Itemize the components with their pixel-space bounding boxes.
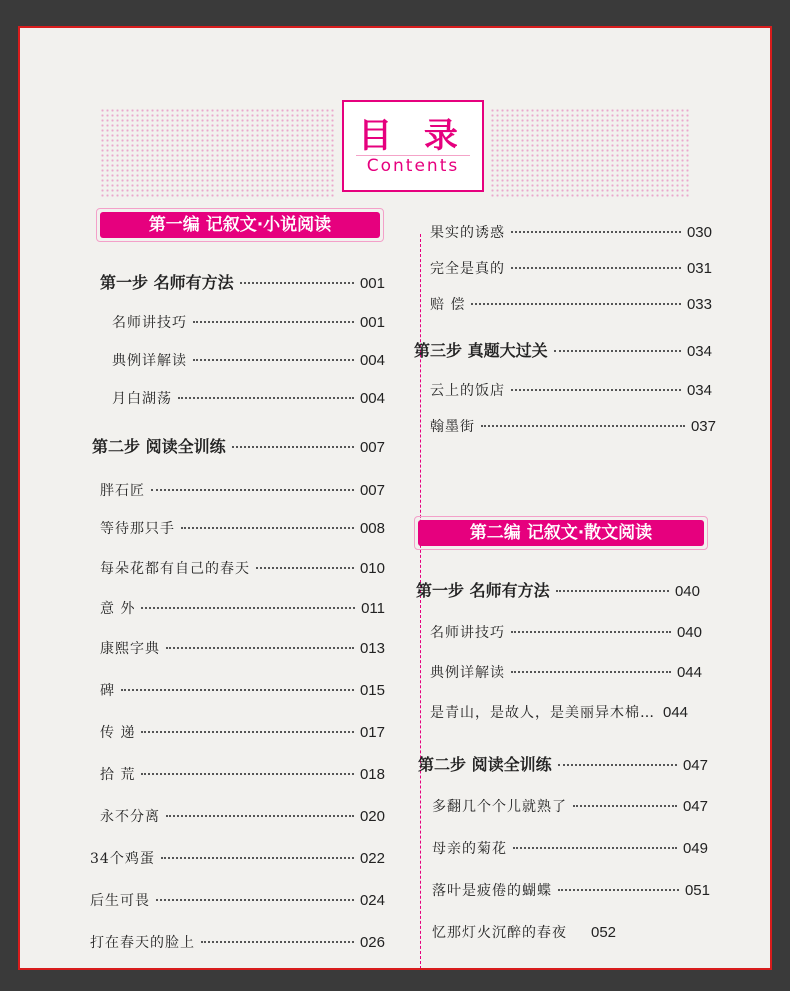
entry-page: 026: [359, 934, 385, 951]
entry-page: 049: [682, 840, 708, 857]
entry-page: 022: [359, 850, 385, 867]
toc-entry[interactable]: [416, 578, 700, 601]
entry-page: 013: [359, 640, 385, 657]
entry-title: 第二步 阅读全训练: [92, 437, 226, 456]
entry-title: 等待那只手: [100, 521, 175, 537]
toc-entry[interactable]: [92, 434, 385, 457]
entry-title: 每朵花都有自己的春天: [100, 561, 250, 577]
entry-page: 047: [682, 798, 708, 815]
toc-entry[interactable]: [90, 932, 385, 952]
entry-title: 典例详解读: [112, 353, 187, 369]
toc-entry[interactable]: [90, 890, 385, 910]
contents-title-en: Contents: [356, 155, 470, 176]
toc-entry[interactable]: [100, 764, 385, 784]
toc-entry[interactable]: [432, 796, 708, 816]
entry-page: 040: [674, 583, 700, 600]
page-frame: [18, 26, 772, 970]
entry-page: 010: [359, 560, 385, 577]
entry-title: 永不分离: [100, 809, 160, 825]
entry-title: 胖石匠: [100, 483, 145, 499]
toc-entry[interactable]: [430, 622, 702, 642]
entry-page: 004: [359, 390, 385, 407]
toc-entry[interactable]: [432, 922, 712, 942]
toc-entry[interactable]: [100, 806, 385, 826]
entry-page: 011: [361, 600, 385, 617]
toc-entry[interactable]: [100, 598, 385, 618]
entry-title: 康熙字典: [100, 641, 160, 657]
entry-title: 落叶是疲倦的蝴蝶: [432, 883, 552, 899]
entry-page: 044: [663, 704, 689, 721]
entry-page: 037: [690, 418, 716, 435]
entry-page: 004: [359, 352, 385, 369]
toc-entry[interactable]: [430, 380, 712, 400]
entry-title: 多翻几个个儿就熟了: [432, 799, 567, 815]
entry-title: 第三步 真题大过关: [414, 341, 548, 360]
contents-title-cn: 目 录: [358, 116, 468, 156]
entry-page: 033: [686, 296, 712, 313]
entry-page: 047: [682, 757, 708, 774]
toc-entry[interactable]: [430, 294, 712, 314]
entry-title: 完全是真的: [430, 261, 505, 277]
toc-entry[interactable]: [100, 558, 385, 578]
contents-header: [342, 100, 484, 192]
toc-entry[interactable]: [100, 518, 385, 538]
toc-entry[interactable]: [418, 752, 708, 775]
dot-pattern-left: [100, 108, 335, 198]
toc-entry[interactable]: [90, 848, 385, 868]
entry-page: 051: [684, 882, 710, 899]
toc-entry[interactable]: [430, 702, 706, 722]
toc-entry[interactable]: [430, 222, 712, 242]
entry-title: 碑: [100, 683, 115, 699]
entry-title: 意 外: [100, 601, 136, 617]
entry-title: 第一步 名师有方法: [416, 581, 550, 600]
entry-title: 忆那灯火沉醉的春夜: [432, 925, 567, 941]
entry-title: 母亲的菊花: [432, 841, 507, 857]
toc-entry[interactable]: [430, 258, 712, 278]
entry-page: 024: [359, 892, 385, 909]
entry-title: 名师讲技巧: [430, 625, 505, 641]
toc-entry[interactable]: [112, 312, 385, 332]
entry-page: 001: [359, 275, 385, 292]
entry-title: 拾 荒: [100, 767, 136, 783]
entry-title: 第二步 阅读全训练: [418, 755, 552, 774]
toc-entry[interactable]: [432, 838, 708, 858]
part2-banner: 第二编 记叙文·散文阅读: [418, 520, 704, 546]
entry-page: 007: [359, 439, 385, 456]
entry-title: 打在春天的脸上: [90, 935, 195, 951]
entry-page: 020: [359, 808, 385, 825]
entry-title: 是青山，是故人，是美丽异木棉…: [430, 705, 655, 721]
entry-page: 040: [676, 624, 702, 641]
toc-entry[interactable]: [112, 350, 385, 370]
toc-entry[interactable]: [430, 662, 702, 682]
toc-entry[interactable]: [414, 338, 712, 361]
entry-page: 044: [676, 664, 702, 681]
toc-entry[interactable]: [100, 680, 385, 700]
entry-page: 030: [686, 224, 712, 241]
entry-page: 034: [686, 343, 712, 360]
toc-entry[interactable]: [100, 480, 385, 500]
entry-page: 007: [359, 482, 385, 499]
toc-entry[interactable]: [100, 722, 385, 742]
entry-title: 翰墨街: [430, 419, 475, 435]
entry-page: 015: [359, 682, 385, 699]
entry-page: 017: [359, 724, 385, 741]
toc-entry[interactable]: [112, 388, 385, 408]
dot-pattern-right: [490, 108, 690, 198]
entry-title: 传 递: [100, 725, 136, 741]
entry-title: 34个鸡蛋: [90, 851, 155, 867]
entry-title: 赔 偿: [430, 297, 466, 313]
entry-title: 第一步 名师有方法: [100, 273, 234, 292]
entry-title: 典例详解读: [430, 665, 505, 681]
entry-title: 名师讲技巧: [112, 315, 187, 331]
entry-page: 001: [359, 314, 385, 331]
entry-page: 052: [591, 924, 617, 941]
part1-banner: 第一编 记叙文·小说阅读: [100, 212, 380, 238]
entry-page: 018: [359, 766, 385, 783]
entry-page: 034: [686, 382, 712, 399]
entry-title: 月白湖荡: [112, 391, 172, 407]
toc-entry[interactable]: [430, 416, 716, 436]
entry-title: 果实的诱惑: [430, 225, 505, 241]
toc-entry[interactable]: [100, 638, 385, 658]
entry-page: 008: [359, 520, 385, 537]
entry-page: 031: [686, 260, 712, 277]
toc-entry[interactable]: [432, 880, 710, 900]
entry-title: 后生可畏: [90, 893, 150, 909]
toc-entry[interactable]: [100, 270, 385, 293]
entry-title: 云上的饭店: [430, 383, 505, 399]
